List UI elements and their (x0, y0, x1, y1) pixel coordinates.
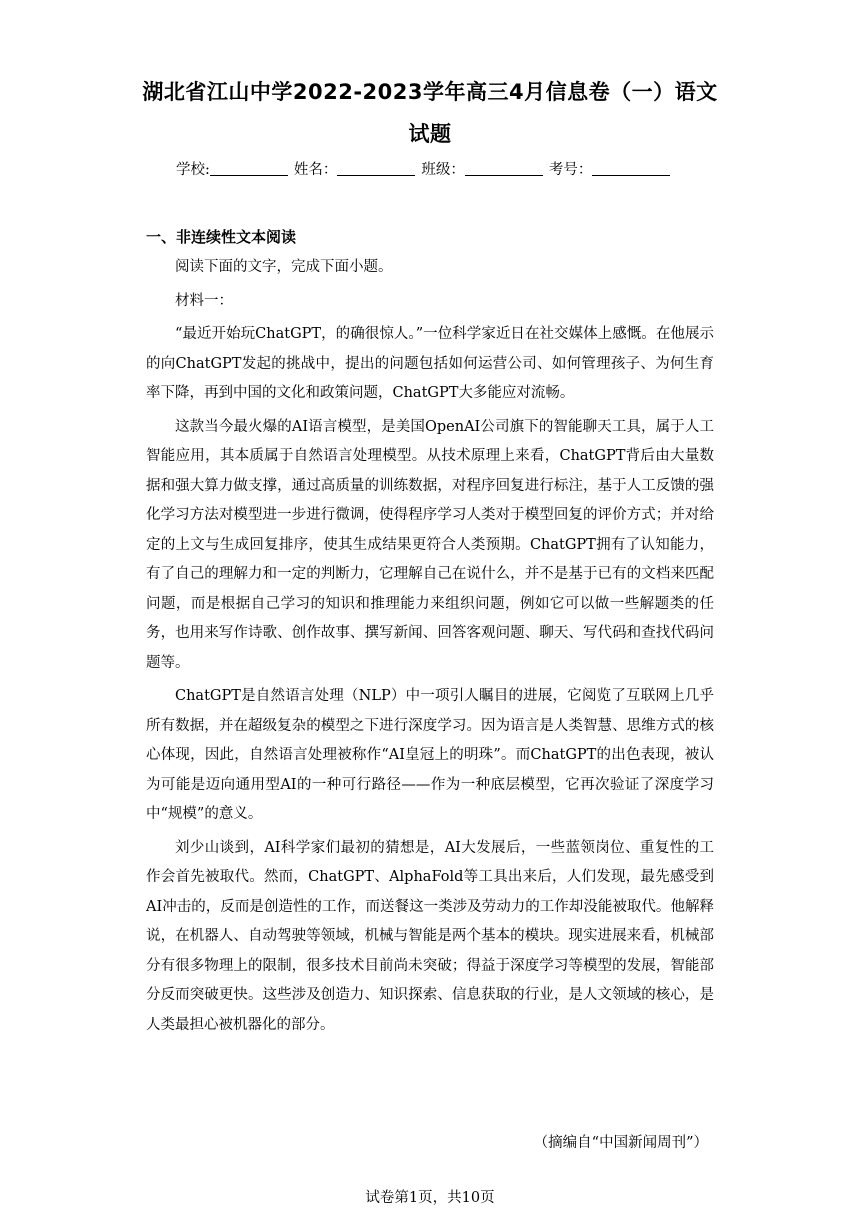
document-title-line-1: 湖北省江山中学2022-2023学年高三4月信息卷（一）语文 (142, 80, 718, 104)
school-label: 学校: (176, 162, 210, 178)
class-label: 班级： (421, 162, 465, 178)
exam-number-label: 考号： (548, 162, 593, 178)
passage-paragraph: 这款当今最火爆的AI语言模型，是美国OpenAI公司旗下的智能聊天工具，属于人工智能应用，其本质属于自然语言处理模型。从技术原理上来看，ChatGPT背后由大量数据和强大算力做支撑，通过高质量的训练数据，对程序回复进行标注，基于人工反馈的强化学习方法对模型进一步进行微调，使得程序学习人类对于模型回复的评价方式；并对给定的上文与生成回复排序，使其生成结果更符合人类预期。ChatGPT拥有了认知能力，有了自己的理解力和一定的判断力，它理解自己在说什么，并不是基于已有的文档来匹配问题，而是根据自己学习的知识和推理能力来组织问题，例如它可以做一些解题类的任务，也用来写作诗歌、创作故事、撰写新闻、回答客观问题、聊天、写代码和查找代码问题等。 (146, 418, 714, 671)
passage-paragraph: 刘少山谈到，AI科学家们最初的猜想是，AI大发展后，一些蓝领岗位、重复性的工作会首先被取代。然而，ChatGPT、AlphaFold等工具出来后，人们发现，最先感受到AI冲击的，反而是创造性的工作，而送餐这一类涉及劳动力的工作却没能被取代。他解释说，在机器人、自动驾驶等领域，机械与智能是两个基本的模块。现实进展来看，机械部分有很多物理上的限制，很多技术目前尚未突破；得益于深度学习等模型的发展，智能部分反而突破更快。这些涉及创造力、知识探索、信息获取的行业，是人文领域的核心，是人类最担心被机器化的部分。 (146, 839, 714, 1033)
instruction-paragraph: 阅读下面的文字，完成下面小题。 (175, 259, 393, 275)
passage-paragraph: ChatGPT是自然语言处理（NLP）中一项引人瞩目的进展，它阅览了互联网上几乎所有数据，并在超级复杂的模型之下进行深度学习。因为语言是人类智慧、思维方式的核心体现，因此，自然语言处理被称作“AI皇冠上的明珠”。而ChatGPT的出色表现，被认为可能是迈向通用型AI的一种可行路径——作为一种底层模型，它再次验证了深度学习中“规模”的意义。 (146, 688, 714, 822)
section-heading: 一、非连续性文本阅读 (146, 228, 297, 246)
student-info-line (176, 158, 676, 179)
material-label: 材料一： (175, 292, 233, 309)
school-blank (210, 161, 288, 176)
exam-number-blank (592, 161, 670, 176)
page-footer: 试卷第1页，共10页 (365, 1190, 495, 1206)
source-citation: （摘编自“中国新闻周刊”） (533, 1135, 708, 1151)
passage-paragraph: “最近开始玩ChatGPT，的确很惊人。”一位科学家近日在社交媒体上感慨。在他展示的向ChatGPT发起的挑战中，提出的问题包括如何运营公司、如何管理孩子、为何生育率下降，再到中国的文化和政策问题，ChatGPT大多能应对流畅。 (146, 326, 714, 401)
name-label: 姓名： (293, 162, 338, 178)
reading-passage (146, 253, 714, 1044)
name-blank (337, 161, 415, 176)
class-blank (465, 161, 543, 176)
document-title-line-2: 试题 (408, 122, 452, 146)
